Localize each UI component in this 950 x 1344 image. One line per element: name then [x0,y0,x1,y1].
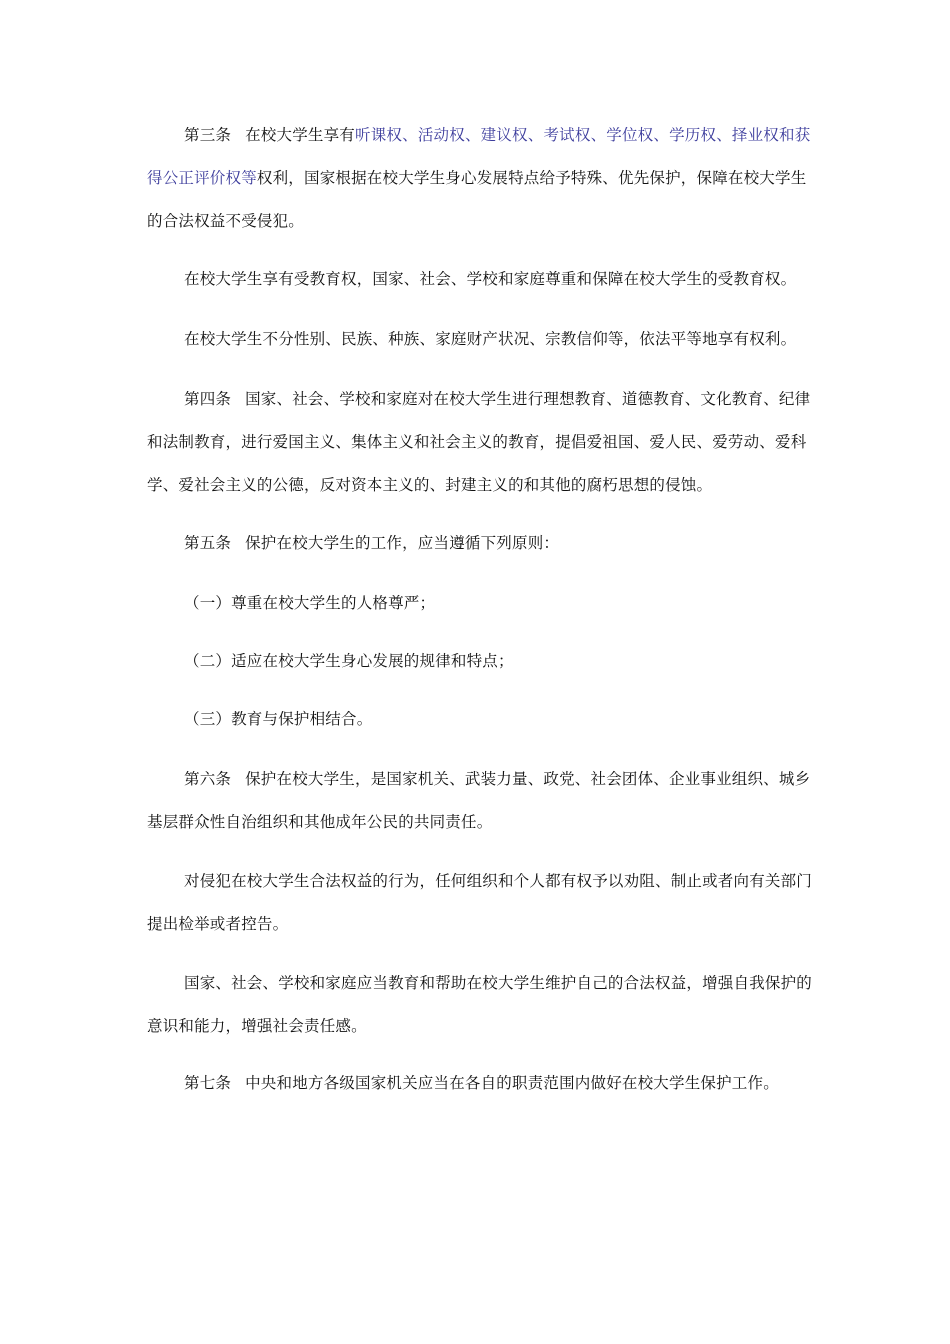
article-7-paragraph [147,1062,817,1105]
article-5-body: 保护在校大学生的工作，应当遵循下列原则： [245,534,560,552]
article-6-heading: 第六条 [184,770,232,788]
article-3-lead: 在校大学生享有 [245,126,356,144]
right-link-3[interactable]: 建议权 [480,126,528,144]
right-link-7[interactable]: 择业权 [731,126,779,144]
article-6-paragraph [147,758,817,844]
right-link-4[interactable]: 考试权 [543,126,591,144]
right-link-1[interactable]: 听课权 [355,126,403,144]
article-5-item-1: （一）尊重在校大学生的人格尊严； [184,594,436,612]
right-link-2[interactable]: 活动权 [417,126,465,144]
article-7-body: 中央和地方各级国家机关应当在各自的职责范围内做好在校大学生保护工作。 [245,1074,779,1092]
article-3-rest: 权利，国家根据在校大学生身心发展特点给予特殊、优先保护，保障在校大学生的合法权益不受侵犯。 [147,169,807,230]
article-6-paragraph-2: 对侵犯在校大学生合法权益的行为，任何组织和个人都有权予以劝阻、制止或者向有关部门提出检举或者控告。 [147,872,813,933]
article-6-paragraph-3: 国家、社会、学校和家庭应当教育和帮助在校大学生维护自己的合法权益，增强自我保护的意识和能力，增强社会责任感。 [147,974,813,1035]
article-4-body: 国家、社会、学校和家庭对在校大学生进行理想教育、道德教育、文化教育、纪律和法制教育，进行爱国主义、集体主义和社会主义的教育，提倡爱祖国、爱人民、爱劳动、爱科学、爱社会主义的公德，反对资本主义的、封建主义的和其他的腐朽思想的侵蚀。 [147,390,811,494]
article-3-heading: 第三条 [184,126,232,144]
article-6-body: 保护在校大学生，是国家机关、武装力量、政党、社会团体、企业事业组织、城乡基层群众性自治组织和其他成年公民的共同责任。 [147,770,811,831]
article-5-heading: 第五条 [184,534,232,552]
right-link-6[interactable]: 学历权 [669,126,717,144]
article-3-paragraph-2: 在校大学生享有受教育权，国家、社会、学校和家庭尊重和保障在校大学生的受教育权。 [184,270,797,288]
article-5-item-3: （三）教育与保护相结合。 [184,710,373,728]
article-5-paragraph [147,522,817,565]
article-4-heading: 第四条 [184,390,232,408]
article-5-item-2: （二）适应在校大学生身心发展的规律和特点； [184,652,514,670]
article-3-paragraph: 第三条 在校大学生享有听课权、活动权、建议权、考试权、学位权、学历权、择业权和获得公正评价权等权利，国家根据在校大学生身心发展特点给予特殊、优先保护，保障在校大学生的合法权益不受侵犯。 [147,126,811,230]
article-3-paragraph-3: 在校大学生不分性别、民族、种族、家庭财产状况、宗教信仰等，依法平等地享有权利。 [184,330,797,348]
article-7-heading: 第七条 [184,1074,232,1092]
right-link-5[interactable]: 学位权 [606,126,654,144]
right-link-8[interactable]: 获得公正评价权 [147,126,811,187]
article-4-paragraph [147,378,817,507]
